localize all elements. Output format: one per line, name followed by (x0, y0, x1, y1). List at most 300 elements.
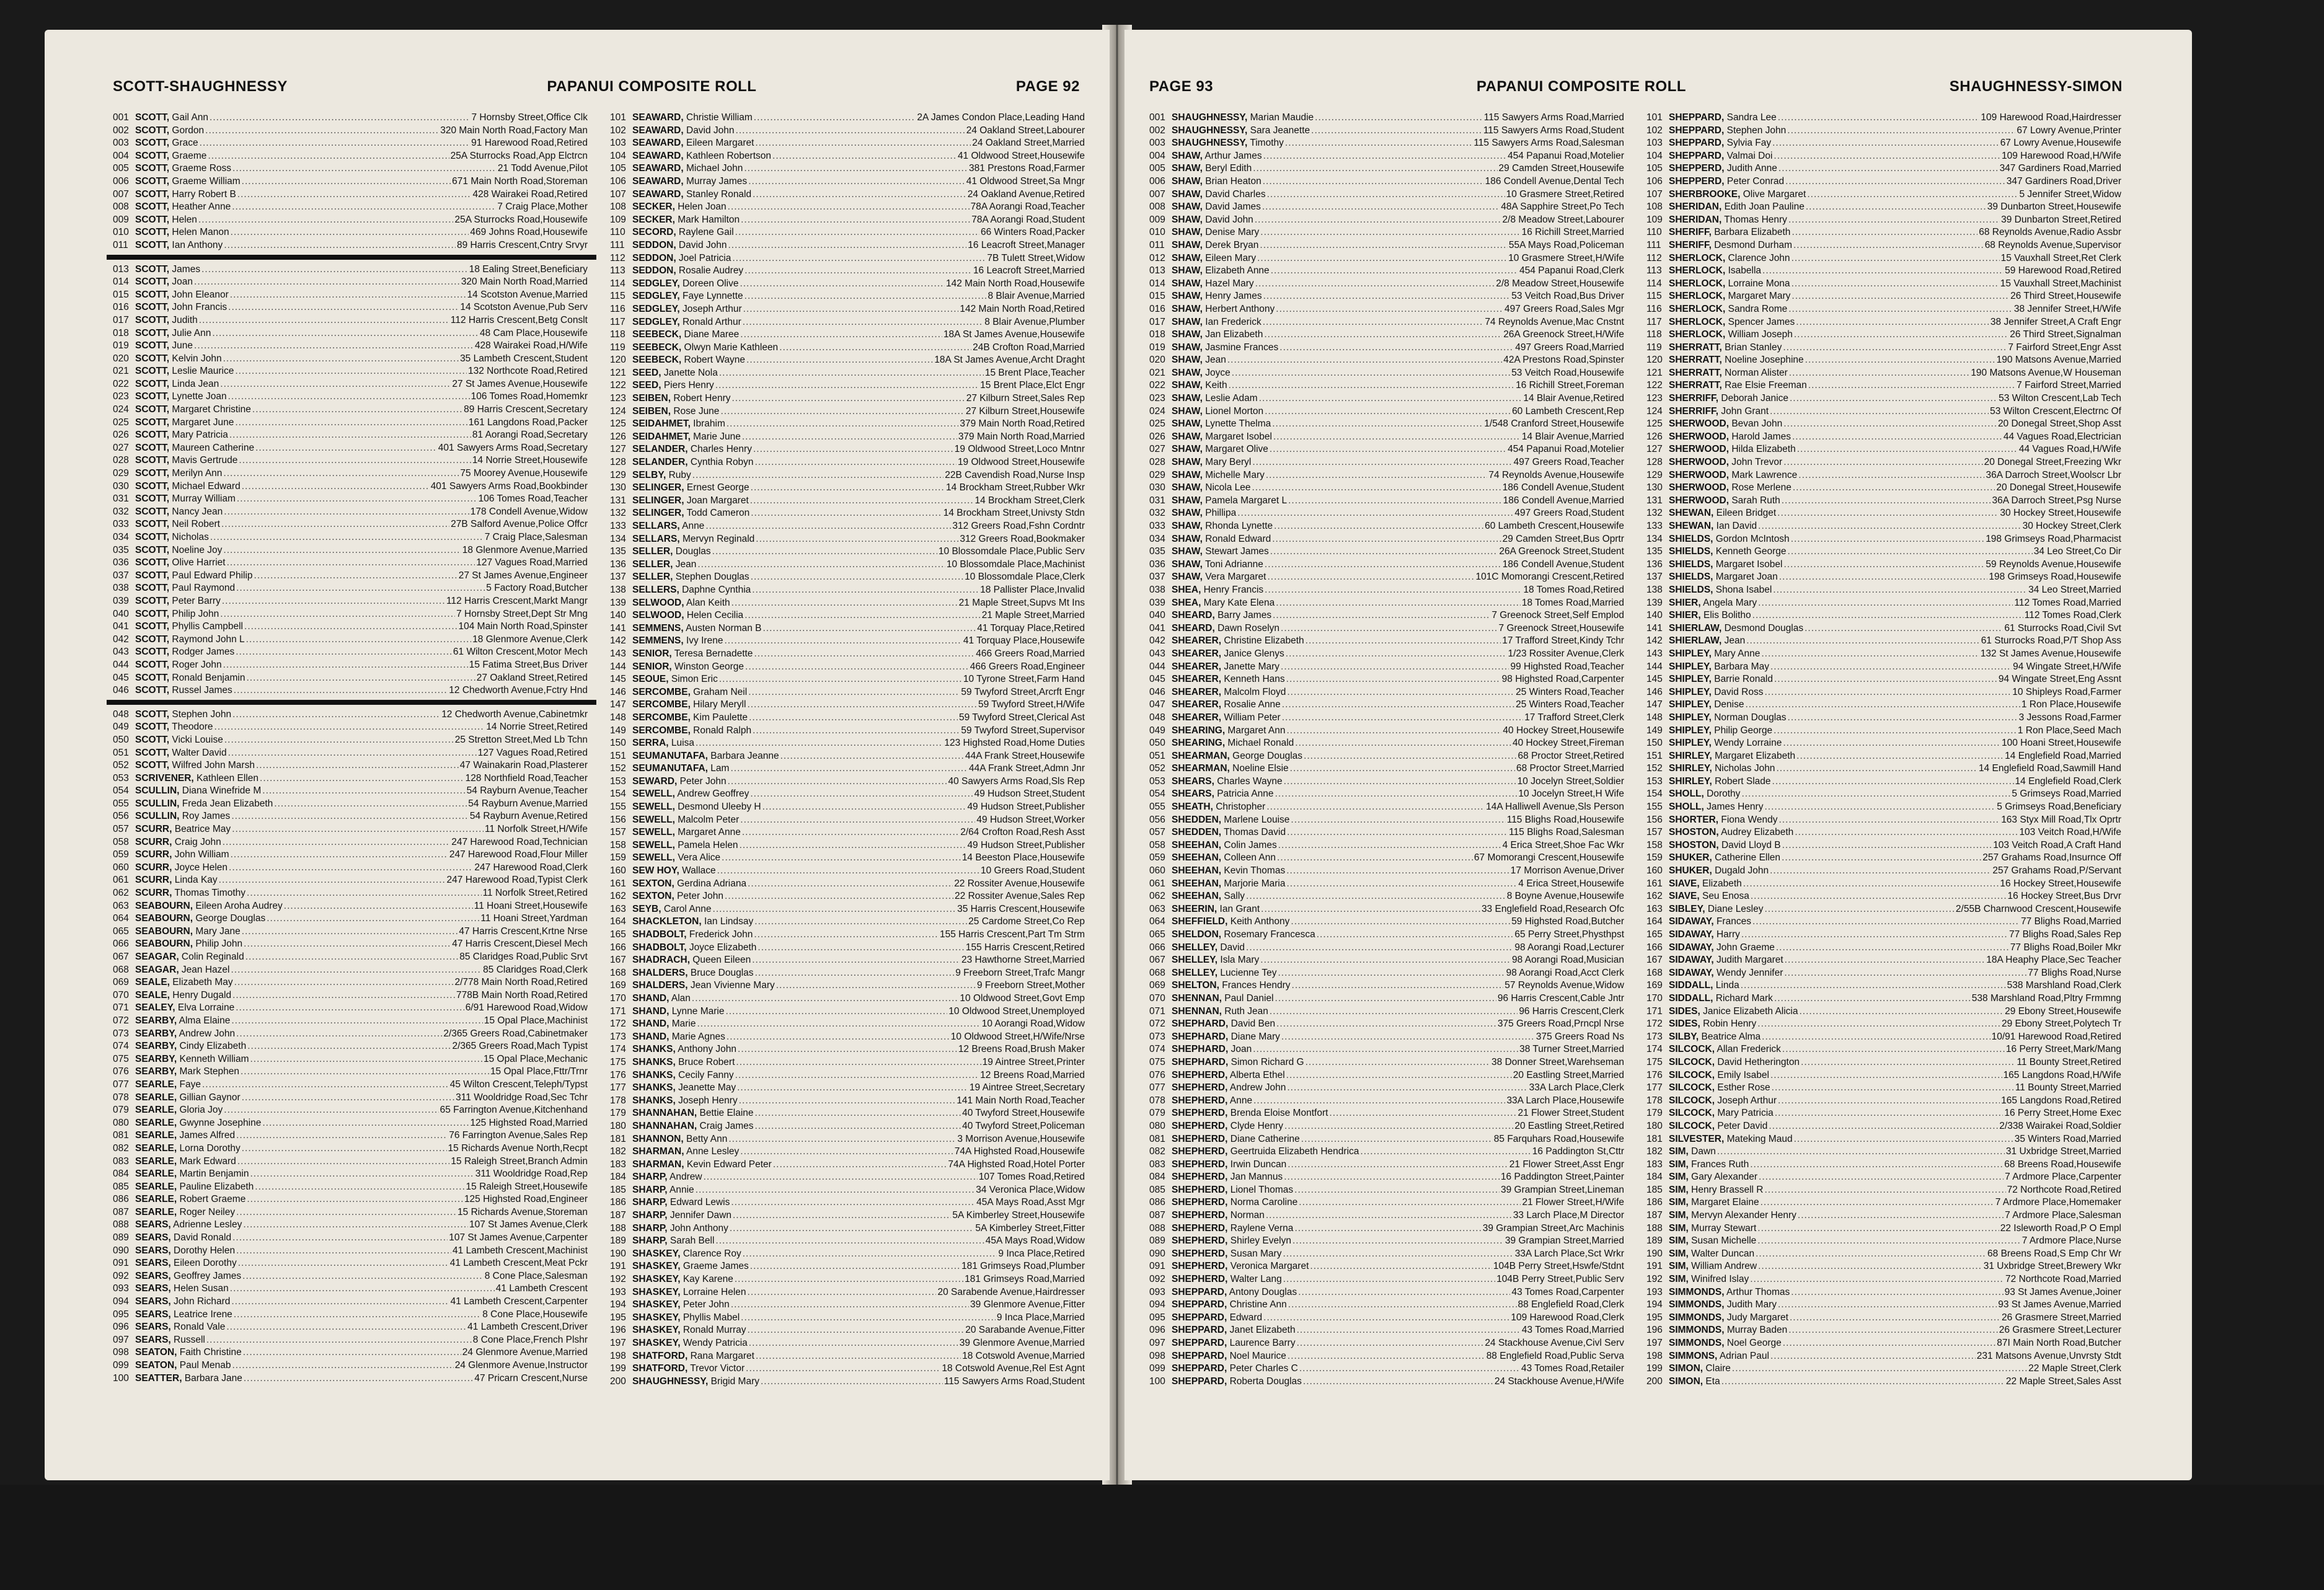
entry-address-occupation: 16 Perry Street,Mark/Mang (2005, 1044, 2121, 1055)
entry-address-occupation: 74 Reynolds Avenue,Housewife (1488, 469, 1624, 480)
entry-given-names: Dorothy Helen (170, 1245, 236, 1256)
roll-entry (610, 801, 1085, 814)
entry-given-names: Denise (1711, 699, 1744, 710)
dot-leader (243, 1346, 461, 1359)
entry-surname: SHERWOOD, (1669, 418, 1730, 430)
entry-number: 121 (610, 367, 626, 378)
dot-leader (1788, 712, 2018, 725)
entry-number: 124 (1646, 405, 1663, 417)
entry-name (135, 1092, 242, 1105)
roll-entry (610, 1324, 1085, 1337)
dot-leader (1784, 967, 2026, 980)
roll-entry (1149, 865, 1624, 878)
entry-surname: SECORD, (632, 227, 676, 238)
roll-entry (1149, 814, 1624, 827)
entry-address-occupation: 247 Harewood Road,Flour Miller (449, 849, 588, 860)
entry-address-occupation: 18 Glenmore Avenue,Clerk (472, 634, 588, 645)
entry-number: 098 (1149, 1350, 1165, 1361)
entry-surname: SEARLE, (135, 1168, 177, 1180)
entry-address-occupation: 106 Tomes Road,Teacher (478, 493, 588, 505)
dot-leader (772, 150, 957, 163)
entry-surname: SHUKER, (1669, 865, 1712, 877)
entry-surname: SELLER, (632, 559, 673, 570)
entry-surname: SHIPLEY, (1669, 674, 1712, 685)
entry-surname: SHADRACH, (632, 955, 690, 966)
entry-name (1669, 392, 1790, 405)
dot-leader (1782, 495, 1991, 508)
entry-number: 162 (610, 891, 626, 902)
entry-surname: SHEARER, (1172, 686, 1222, 697)
entry-given-names: June (169, 340, 193, 351)
dot-leader (753, 188, 966, 201)
dot-leader (1255, 278, 1495, 291)
roll-entry (1149, 188, 1624, 201)
entry-surname: SHEATH, (1172, 802, 1213, 813)
roll-entry (1149, 354, 1624, 367)
entry-surname: SEIDAHMET, (632, 431, 691, 442)
entry-number: 115 (1646, 291, 1662, 302)
roll-entry (1149, 1018, 1624, 1031)
dot-leader (260, 772, 464, 785)
entry-number: 190 (610, 1248, 626, 1259)
entry-given-names: Anthony John (675, 1044, 737, 1055)
entry-address-occupation: 2/8 Meadow Street,Labourer (1502, 214, 1624, 225)
entry-address-occupation: 61 Sturrocks Road,P/T Shop Ass (1981, 635, 2121, 647)
entry-number: 048 (1149, 712, 1165, 723)
entry-number: 186 (1646, 1197, 1663, 1208)
entry-name (135, 1117, 262, 1130)
entry-name (632, 712, 749, 725)
roll-entry (610, 265, 1085, 278)
entry-name (632, 1082, 737, 1095)
entry-number: 043 (1149, 648, 1165, 659)
dot-leader (223, 353, 459, 366)
entry-name (1172, 762, 1290, 775)
entry-name (1669, 278, 1792, 291)
entry-address-occupation: 4 Erica Street,Housewife (1518, 878, 1624, 889)
entry-surname: SHEARER, (1172, 661, 1222, 672)
entry-number: 198 (610, 1350, 626, 1361)
entry-given-names: Fiona Wendy (1718, 814, 1778, 825)
entry-surname: SCOTT, (135, 289, 170, 300)
dot-leader (262, 1117, 469, 1130)
entry-name (135, 544, 223, 557)
entry-number: 030 (1149, 482, 1165, 493)
entry-address-occupation: 5 Grimseys Road,Beneficiary (1997, 802, 2121, 813)
roll-entry (113, 672, 588, 685)
entry-given-names: Norman Douglas (1711, 712, 1787, 723)
entry-surname: SHEPHERD, (1172, 1172, 1228, 1183)
entry-number: 033 (113, 519, 129, 530)
dot-leader (728, 775, 947, 788)
entry-address-occupation: 8 Blair Avenue,Married (987, 291, 1085, 302)
entry-name (632, 188, 753, 201)
entry-name (632, 112, 754, 125)
entry-number: 180 (1646, 1120, 1663, 1131)
roll-entry (1149, 303, 1624, 316)
entry-name (1172, 1005, 1270, 1018)
entry-number: 168 (1646, 967, 1663, 978)
entry-given-names: Faith Christine (177, 1347, 242, 1358)
entry-name (1669, 903, 1765, 916)
entry-name (632, 584, 752, 597)
entry-address-occupation: 247 Harewood Road,Typist Clerk (446, 875, 588, 886)
dot-leader (1271, 265, 1518, 278)
dot-leader (223, 544, 461, 557)
entry-surname: SCOTT, (135, 570, 170, 581)
entry-name (1669, 942, 1776, 955)
entry-surname: SHOLL, (1669, 802, 1704, 813)
entry-name (1669, 584, 1773, 597)
entry-number: 197 (610, 1338, 626, 1348)
roll-entry (1646, 635, 2121, 648)
entry-name (1669, 890, 1751, 903)
entry-number: 156 (610, 814, 626, 825)
roll-entry (1646, 545, 2121, 559)
entry-name (1172, 597, 1276, 610)
roll-entry (610, 456, 1085, 469)
entry-name (1172, 1350, 1288, 1363)
entry-number: 066 (113, 939, 129, 950)
entry-surname: SHAUGHNESSY, (1172, 112, 1248, 123)
roll-entry (1149, 954, 1624, 967)
entry-number: 005 (113, 163, 129, 174)
entry-number: 056 (113, 811, 129, 822)
entry-surname: SHEPPARD, (1172, 1376, 1227, 1387)
entry-number: 075 (1149, 1056, 1165, 1067)
entry-surname: SHAW, (1172, 303, 1203, 314)
roll-entry (1646, 125, 2121, 138)
dot-leader (208, 150, 449, 163)
entry-name (632, 392, 732, 405)
roll-entry (610, 239, 1085, 252)
entry-address-occupation: 41 Lambeth Crescent (495, 1283, 588, 1294)
roll-entry (113, 634, 588, 647)
entry-surname: SHIPLEY, (1669, 712, 1712, 723)
entry-address-occupation: 53 Veitch Road,Bus Driver (1511, 291, 1624, 302)
scan-background (0, 1485, 2324, 1590)
entry-address-occupation: 39 Glenmore Avenue,Married (959, 1338, 1085, 1348)
entry-surname: SHIELDS, (1669, 546, 1713, 557)
dot-leader (738, 1043, 957, 1056)
entry-surname: SHEPPARD, (1669, 138, 1725, 149)
entry-number: 023 (113, 391, 129, 402)
entry-number: 050 (1149, 738, 1165, 749)
dot-leader (194, 340, 474, 353)
entry-name (1172, 405, 1265, 418)
entry-address-occupation: 49 Hudson Street,Student (974, 788, 1085, 800)
roll-entry (1149, 456, 1624, 469)
entry-address-occupation: 15 Raleigh Street,Branch Admin (451, 1155, 588, 1167)
entry-surname: SIMMONDS, (1669, 1299, 1725, 1310)
dot-leader (730, 1222, 974, 1235)
entry-number: 006 (113, 175, 129, 187)
entry-surname: SEED, (632, 367, 661, 378)
entry-surname: SILCOCK, (1669, 1069, 1715, 1080)
entry-surname: SHEPHERD, (1172, 1261, 1228, 1272)
entry-name (1172, 545, 1270, 559)
entry-name (632, 175, 748, 188)
entry-given-names: Adrian Paul (1717, 1350, 1769, 1361)
entry-name (1172, 648, 1286, 661)
entry-address-occupation: 1 Ron Place,Housewife (2021, 699, 2121, 710)
roll-entry (113, 798, 588, 811)
entry-address-occupation: 59 Twyford Street,H/Wife (978, 699, 1085, 710)
entry-name (135, 1040, 247, 1053)
entry-number: 161 (1646, 878, 1663, 889)
entry-given-names: Ruby (666, 469, 691, 480)
entry-given-names: George Douglas (1229, 750, 1303, 761)
dot-leader (753, 443, 953, 456)
entry-number: 145 (1646, 674, 1663, 685)
roll-entry (1646, 1273, 2121, 1286)
entry-given-names: Charles Wayne (1214, 775, 1283, 787)
roll-entry (1149, 1312, 1624, 1325)
roll-entry (1149, 1043, 1624, 1056)
entry-given-names: Colin Reginald (179, 952, 244, 962)
redaction-bar (107, 700, 596, 705)
entry-name (1172, 482, 1252, 495)
entry-address-occupation: 8 Boyne Avenue,Housewife (1506, 891, 1624, 902)
entry-given-names: Jan Mannus (1227, 1172, 1283, 1183)
entry-name (1172, 1018, 1276, 1031)
entry-given-names: Heather Anne (169, 201, 231, 213)
roll-entry (1149, 367, 1624, 380)
entry-surname: SCOTT, (135, 734, 170, 745)
entry-number: 154 (610, 788, 626, 800)
entry-surname: SEAWARD, (632, 150, 684, 161)
entry-number: 073 (1149, 1031, 1165, 1042)
roll-entry (1646, 967, 2121, 980)
entry-given-names: Jeanette May (675, 1082, 736, 1093)
entry-number: 016 (1149, 303, 1165, 314)
roll-entry (113, 1296, 588, 1309)
entry-surname: SCOTT, (135, 672, 170, 683)
dot-leader (228, 747, 477, 760)
entry-number: 186 (610, 1197, 626, 1208)
dot-leader (705, 520, 951, 533)
entry-name (1172, 226, 1260, 239)
entry-address-occupation: 454 Papanui Road,Motelier (1508, 444, 1624, 455)
entry-given-names: Mark Stephen (177, 1066, 239, 1077)
entry-surname: SEARLE, (135, 1105, 177, 1116)
entry-given-names: Arthur Thomas (1724, 1286, 1790, 1297)
dot-leader (1746, 635, 1980, 648)
entry-address-occupation: 11 Hoani Street,Yardman (480, 913, 588, 924)
entry-given-names: David Ben (1228, 1018, 1276, 1030)
entry-name (1669, 648, 1761, 661)
entry-number: 001 (113, 112, 129, 123)
entry-address-occupation: 10 Oldwood Street,Govt Emp (960, 992, 1085, 1004)
entry-number: 159 (1646, 852, 1663, 863)
roll-entry (610, 1005, 1085, 1018)
entry-surname: SHAW, (1172, 508, 1203, 519)
entry-number: 032 (1149, 508, 1165, 519)
roll-entry (113, 595, 588, 608)
entry-number: 197 (1646, 1338, 1663, 1348)
entry-name (1172, 1299, 1288, 1312)
entry-number: 155 (610, 802, 626, 813)
entry-address-occupation: 7 Ardmore Place,Carpenter (2005, 1172, 2121, 1183)
entry-name (632, 533, 756, 546)
roll-entry (113, 1193, 588, 1206)
roll-entry (1149, 1350, 1624, 1363)
roll-entry (610, 175, 1085, 188)
entry-address-occupation: 15 Richards Avenue,Storeman (457, 1206, 588, 1217)
entry-address-occupation: 127 Vagues Road,Married (476, 557, 588, 568)
entry-name (1669, 1363, 1732, 1376)
roll-entry (1646, 903, 2121, 916)
dot-leader (224, 734, 454, 747)
entry-address-occupation: 497 Greers Road,Married (1515, 342, 1624, 353)
entry-surname: SHEWAN, (1669, 508, 1714, 519)
entry-address-occupation: 125 Highsted Road,Married (470, 1117, 588, 1128)
dot-leader (1779, 571, 1988, 584)
entry-number: 127 (610, 444, 626, 455)
entry-number: 116 (610, 303, 625, 314)
entry-name (1172, 737, 1295, 750)
entry-address-occupation: 88 Englefield Road,Public Serva (1486, 1350, 1624, 1361)
entry-number: 009 (113, 214, 129, 225)
entry-given-names: Peter John (680, 1299, 730, 1310)
entry-given-names: Lynne Marie (669, 1005, 725, 1017)
entry-address-occupation: 107 Tomes Road,Retired (978, 1172, 1085, 1183)
dot-leader (198, 214, 454, 227)
dot-leader (232, 709, 440, 722)
entry-number: 188 (610, 1222, 626, 1234)
roll-entry (1149, 673, 1624, 686)
entry-number: 164 (610, 916, 626, 927)
entry-name (135, 150, 208, 163)
roll-entry (610, 482, 1085, 495)
entry-name (1172, 635, 1306, 648)
dot-leader (1284, 775, 1516, 788)
roll-entry (1149, 1095, 1624, 1108)
entry-number: 057 (1149, 827, 1165, 838)
dot-leader (1255, 214, 1501, 227)
dot-leader (730, 762, 968, 775)
roll-entry (610, 979, 1085, 992)
entry-surname: SHEPHERD, (1172, 1248, 1228, 1259)
roll-entry (113, 327, 588, 340)
roll-entry (1149, 1196, 1624, 1209)
entry-number: 174 (610, 1044, 626, 1055)
roll-entry (113, 1283, 588, 1296)
entry-name (632, 814, 740, 827)
roll-entry (1149, 162, 1624, 175)
dot-leader (1758, 597, 2013, 610)
entry-given-names: Helen Joan (674, 201, 727, 213)
roll-entry (610, 942, 1085, 955)
dot-leader (752, 954, 960, 967)
entry-address-occupation: 39 Dunbarton Street,Retired (2001, 214, 2121, 225)
roll-entry (1149, 1171, 1624, 1184)
entry-address-occupation: 10 Grasmere Street,Retired (1506, 188, 1624, 200)
entry-given-names: Paul Daniel (1221, 992, 1274, 1004)
entry-number: 070 (1149, 992, 1165, 1004)
roll-entry (113, 1321, 588, 1334)
dot-leader (1808, 379, 2015, 392)
entry-surname: SCOTT, (135, 276, 170, 288)
entry-number: 061 (113, 875, 129, 886)
entry-address-occupation: 2/365 Greers Road,Cabinetmaker (443, 1028, 588, 1039)
entry-number: 096 (1149, 1325, 1165, 1336)
entry-address-occupation: 115 Blighs Road,Salesman (1509, 827, 1624, 838)
entry-name (1172, 265, 1271, 278)
entry-given-names: Charles Henry (687, 444, 752, 455)
entry-address-occupation: 428 Wairakei Road,Retired (472, 188, 588, 200)
dot-leader (1721, 1376, 2005, 1389)
roll-entry (1149, 1299, 1624, 1312)
entry-number: 078 (1149, 1095, 1165, 1106)
entry-name (135, 162, 232, 175)
entry-address-occupation: 41 Lambeth Crescent,Machinist (453, 1245, 588, 1256)
entry-surname: SHAW, (1172, 367, 1203, 378)
entry-given-names: Leslie Maurice (169, 366, 234, 377)
entry-number: 115 (610, 291, 625, 302)
entry-address-occupation: 55A Mays Road,Policeman (1508, 239, 1624, 250)
entry-number: 026 (113, 430, 129, 441)
roll-entry (1149, 418, 1624, 431)
entry-name (135, 938, 244, 951)
entry-number: 092 (113, 1270, 129, 1281)
entry-number: 199 (1646, 1363, 1663, 1374)
entry-surname: SELLER, (632, 546, 673, 557)
entry-name (632, 316, 743, 329)
entry-address-occupation: 186 Condell Avenue,Student (1502, 482, 1624, 493)
entry-surname: SHAW, (1172, 329, 1203, 340)
entry-name (1172, 814, 1291, 827)
entry-address-occupation: 14 Beeston Place,Housewife (961, 852, 1085, 863)
dot-leader (245, 951, 458, 964)
entry-address-occupation: 33A Larch Place,Housewife (1506, 1095, 1624, 1106)
roll-entry (1646, 1235, 2121, 1248)
dot-leader (1286, 865, 1509, 878)
entry-name (632, 545, 712, 559)
entry-name (135, 112, 210, 125)
entry-number: 149 (1646, 725, 1663, 736)
entry-surname: SHEARD, (1172, 610, 1215, 621)
roll-entry (113, 772, 588, 785)
entry-name (1172, 1363, 1299, 1376)
entry-address-occupation: 43 Tomes Road,Carpenter (1511, 1286, 1624, 1297)
entry-surname: SHEPHERD, (1172, 1082, 1228, 1093)
entry-name (135, 759, 256, 772)
entry-number: 117 (1646, 316, 1662, 327)
entry-surname: SIMON, (1669, 1376, 1703, 1387)
dot-leader (1783, 1337, 1995, 1350)
entry-number: 129 (1646, 469, 1663, 480)
dot-leader (751, 482, 945, 495)
entry-address-occupation: 14 Blair Avenue,Retired (1523, 393, 1624, 404)
entry-address-occupation: 7 Ardmore Place,Salesman (2005, 1210, 2121, 1221)
roll-entry (1646, 609, 2121, 622)
entry-name (135, 1015, 231, 1028)
entry-name (1172, 712, 1282, 725)
entry-name (1172, 775, 1284, 788)
dot-leader (1288, 1299, 1517, 1312)
entry-name (135, 365, 235, 378)
entry-name (632, 226, 735, 239)
roll-entry (113, 544, 588, 557)
entry-address-occupation: 12 Breens Road,Brush Maker (958, 1044, 1085, 1055)
entry-given-names: Sandra Lee (1724, 112, 1777, 123)
roll-entry (610, 226, 1085, 239)
entry-surname: SHAND, (632, 1005, 669, 1017)
entry-surname: SHELDON, (1172, 929, 1222, 940)
dot-leader (242, 480, 430, 493)
dot-leader (1745, 699, 2020, 712)
